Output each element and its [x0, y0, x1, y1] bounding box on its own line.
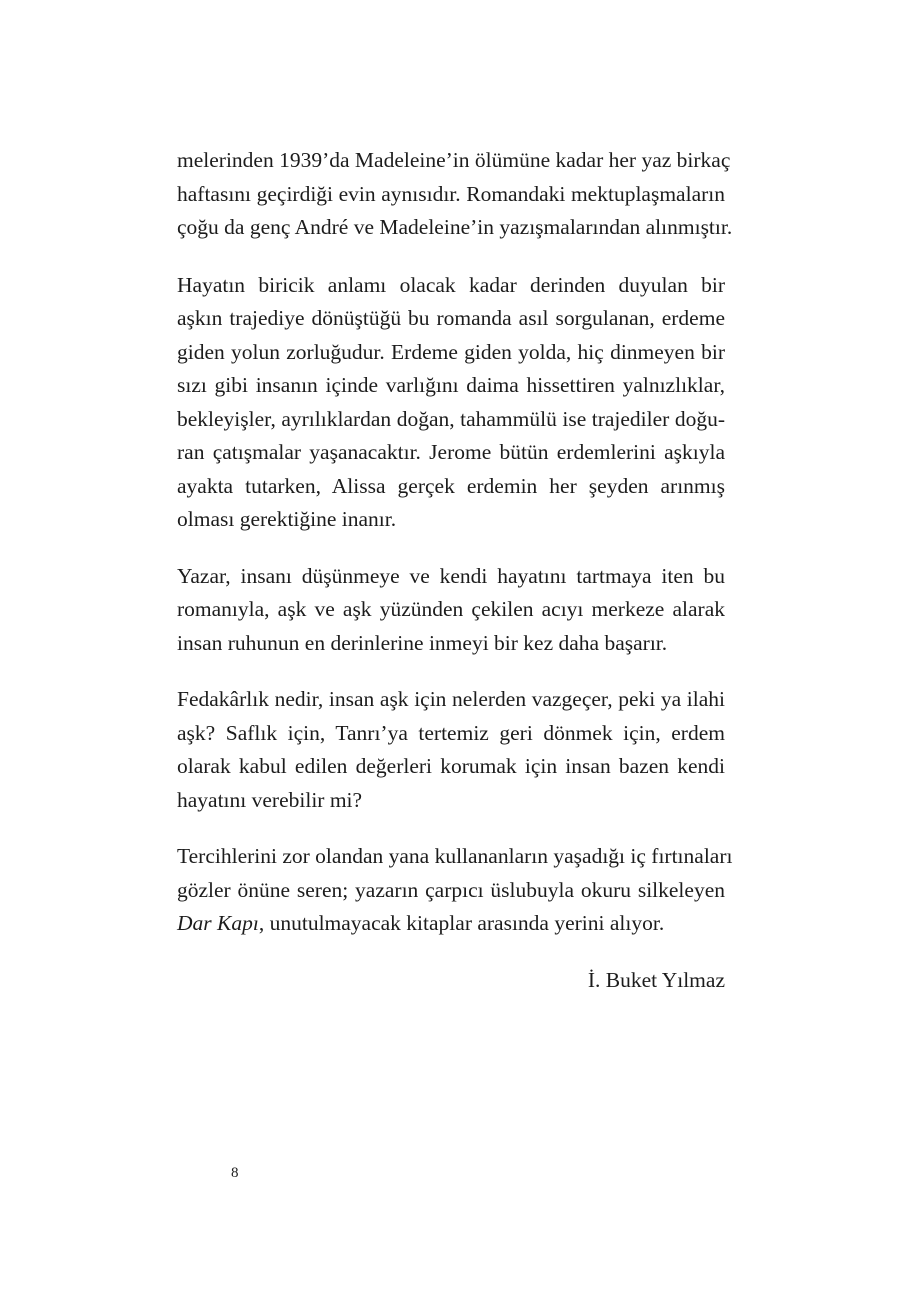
text-line: Fedakârlık nedir, insan aşk için nelerden vazgeçer, peki ya ilahi [177, 687, 725, 711]
text-line: olması gerektiğine inanır. [177, 507, 397, 531]
text-line: Hayatın biricik anlamı olacak kadar derinden duyulan bir [177, 272, 725, 297]
text-line: gözler önüne seren; yazarın çarpıcı üslubuyla okuru silkeleyen [177, 877, 725, 902]
text-line: ayakta tutarken, Alissa gerçek erdemin her şeyden arınmış [177, 473, 725, 498]
text-line: ran çatışmalar yaşanacaktır. Jerome bütün erdemlerini aşkıyla [177, 440, 725, 464]
text-line: aşkın trajediye dönüştüğü bu romanda asıl sorgulanan, erdeme [177, 306, 725, 330]
text-line: çoğu da genç André ve Madeleine’in yazışmalarından alınmıştır. [177, 215, 733, 239]
text-line: insan ruhunun en derinlerine inmeyi bir kez daha başarır. [177, 630, 668, 655]
paragraph-3 [177, 560, 725, 661]
text-line [177, 907, 725, 941]
text-line: hayatını verebilir mi? [177, 787, 363, 812]
paragraph-4 [177, 683, 725, 817]
text-line: melerinden 1939’da Madeleine’in ölümüne kadar her yaz birkaç [177, 148, 731, 172]
text-line: aşk? Saflık için, Tanrı’ya tertemiz geri dönmek için, erdem [177, 720, 725, 745]
text-line-rest: , unutulmayacak kitaplar arasında yerini alıyor. [258, 911, 665, 935]
text-line: haftasını geçirdiği evin aynısıdır. Romandaki mektuplaşmaların [177, 181, 725, 206]
text-line: romanıyla, aşk ve aşk yüzünden çekilen acıyı merkeze alarak [177, 597, 725, 621]
text-line: Tercihlerini zor olandan yana kullananların yaşadığı iç fırtınaları [177, 844, 733, 868]
text-line: giden yolun zorluğudur. Erdeme giden yolda, hiç dinmeyen bir [177, 339, 725, 364]
text-line: olarak kabul edilen değerleri korumak için insan bazen kendi [177, 754, 725, 778]
author-signature: İ. Buket Yılmaz [587, 967, 725, 992]
paragraph-2 [177, 269, 725, 537]
text-line: Yazar, insanı düşünmeye ve kendi hayatını tartmaya iten bu [177, 563, 725, 588]
text-line: sızı gibi insanın içinde varlığını daima hissettiren yalnızlıklar, [177, 373, 725, 397]
text-line: bekleyişler, ayrılıklardan doğan, tahammülü ise trajediler doğu- [177, 406, 725, 431]
page-number: 8 [231, 1165, 239, 1181]
paragraph-1 [177, 144, 733, 245]
paragraph-5 [177, 840, 733, 941]
body-text [177, 144, 733, 997]
book-title-italic: Dar Kapı [177, 911, 259, 935]
